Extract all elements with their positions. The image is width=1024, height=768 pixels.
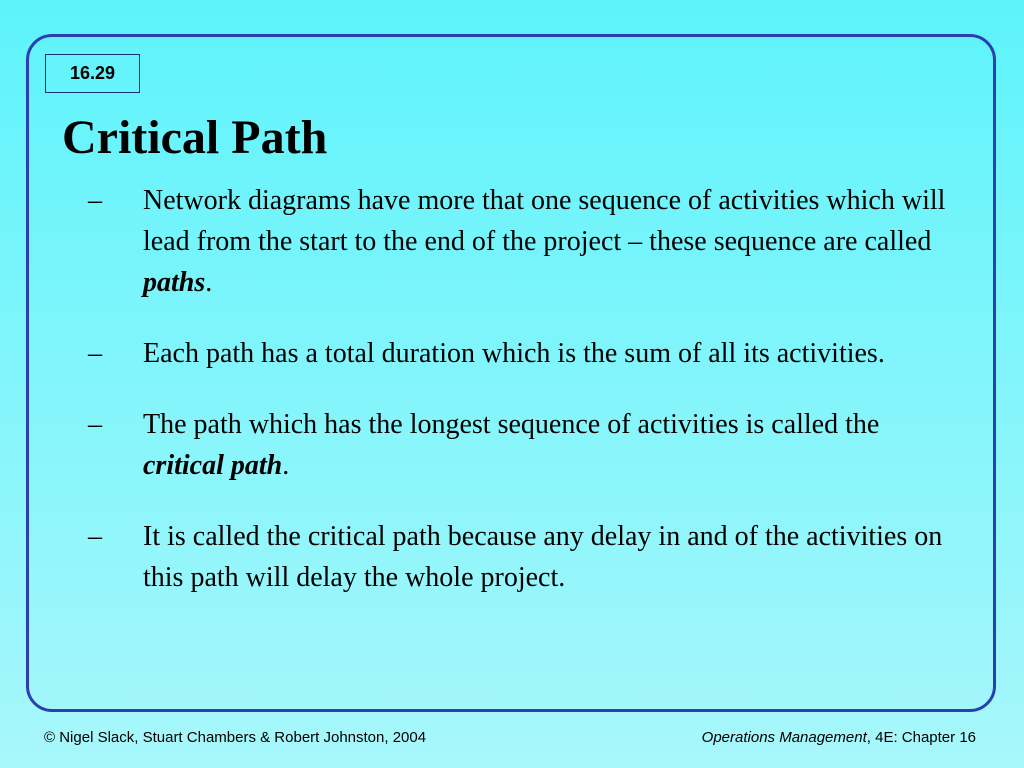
- bullet-text-part: Network diagrams have more that one sequence of activities which will lead from the start to the end of the project – these sequence are called: [143, 185, 946, 257]
- bullet-dash: –: [88, 185, 102, 216]
- bullet-text: [143, 516, 958, 598]
- bullet-text: [143, 180, 958, 303]
- bullet-dash: –: [88, 521, 102, 552]
- bullet-dash: –: [88, 409, 102, 440]
- footer-book-title: Operations Management: [701, 729, 867, 746]
- footer-book-info: [702, 729, 976, 747]
- bullet-emphasis: paths: [143, 267, 206, 298]
- slide-title: Critical Path: [62, 111, 328, 164]
- bullet-text-part: .: [205, 267, 213, 298]
- bullet-text-part: .: [282, 450, 290, 481]
- bullet-list: [0, 180, 1024, 628]
- slide-number: 16.29: [69, 63, 116, 83]
- footer-copyright: © Nigel Slack, Stuart Chambers & Robert Johnston, 2004: [44, 729, 427, 746]
- bullet-item: [0, 333, 1024, 374]
- bullet-text-part: Each path has a total duration which is the sum of all its activities.: [143, 338, 885, 369]
- bullet-text: [143, 404, 958, 486]
- bullet-item: [0, 404, 1024, 486]
- bullet-text-part: It is called the critical path because any delay in and of the activities on this path will delay the whole project.: [143, 521, 943, 593]
- bullet-item: [0, 180, 1024, 303]
- bullet-text: [143, 333, 958, 374]
- bullet-text-part: The path which has the longest sequence of activities is called the: [143, 409, 880, 440]
- slide-number-box: [45, 54, 140, 93]
- footer-book-edition: , 4E: Chapter 16: [866, 729, 976, 746]
- bullet-item: [0, 516, 1024, 598]
- bullet-dash: –: [88, 338, 102, 369]
- bullet-emphasis: critical path: [143, 450, 283, 481]
